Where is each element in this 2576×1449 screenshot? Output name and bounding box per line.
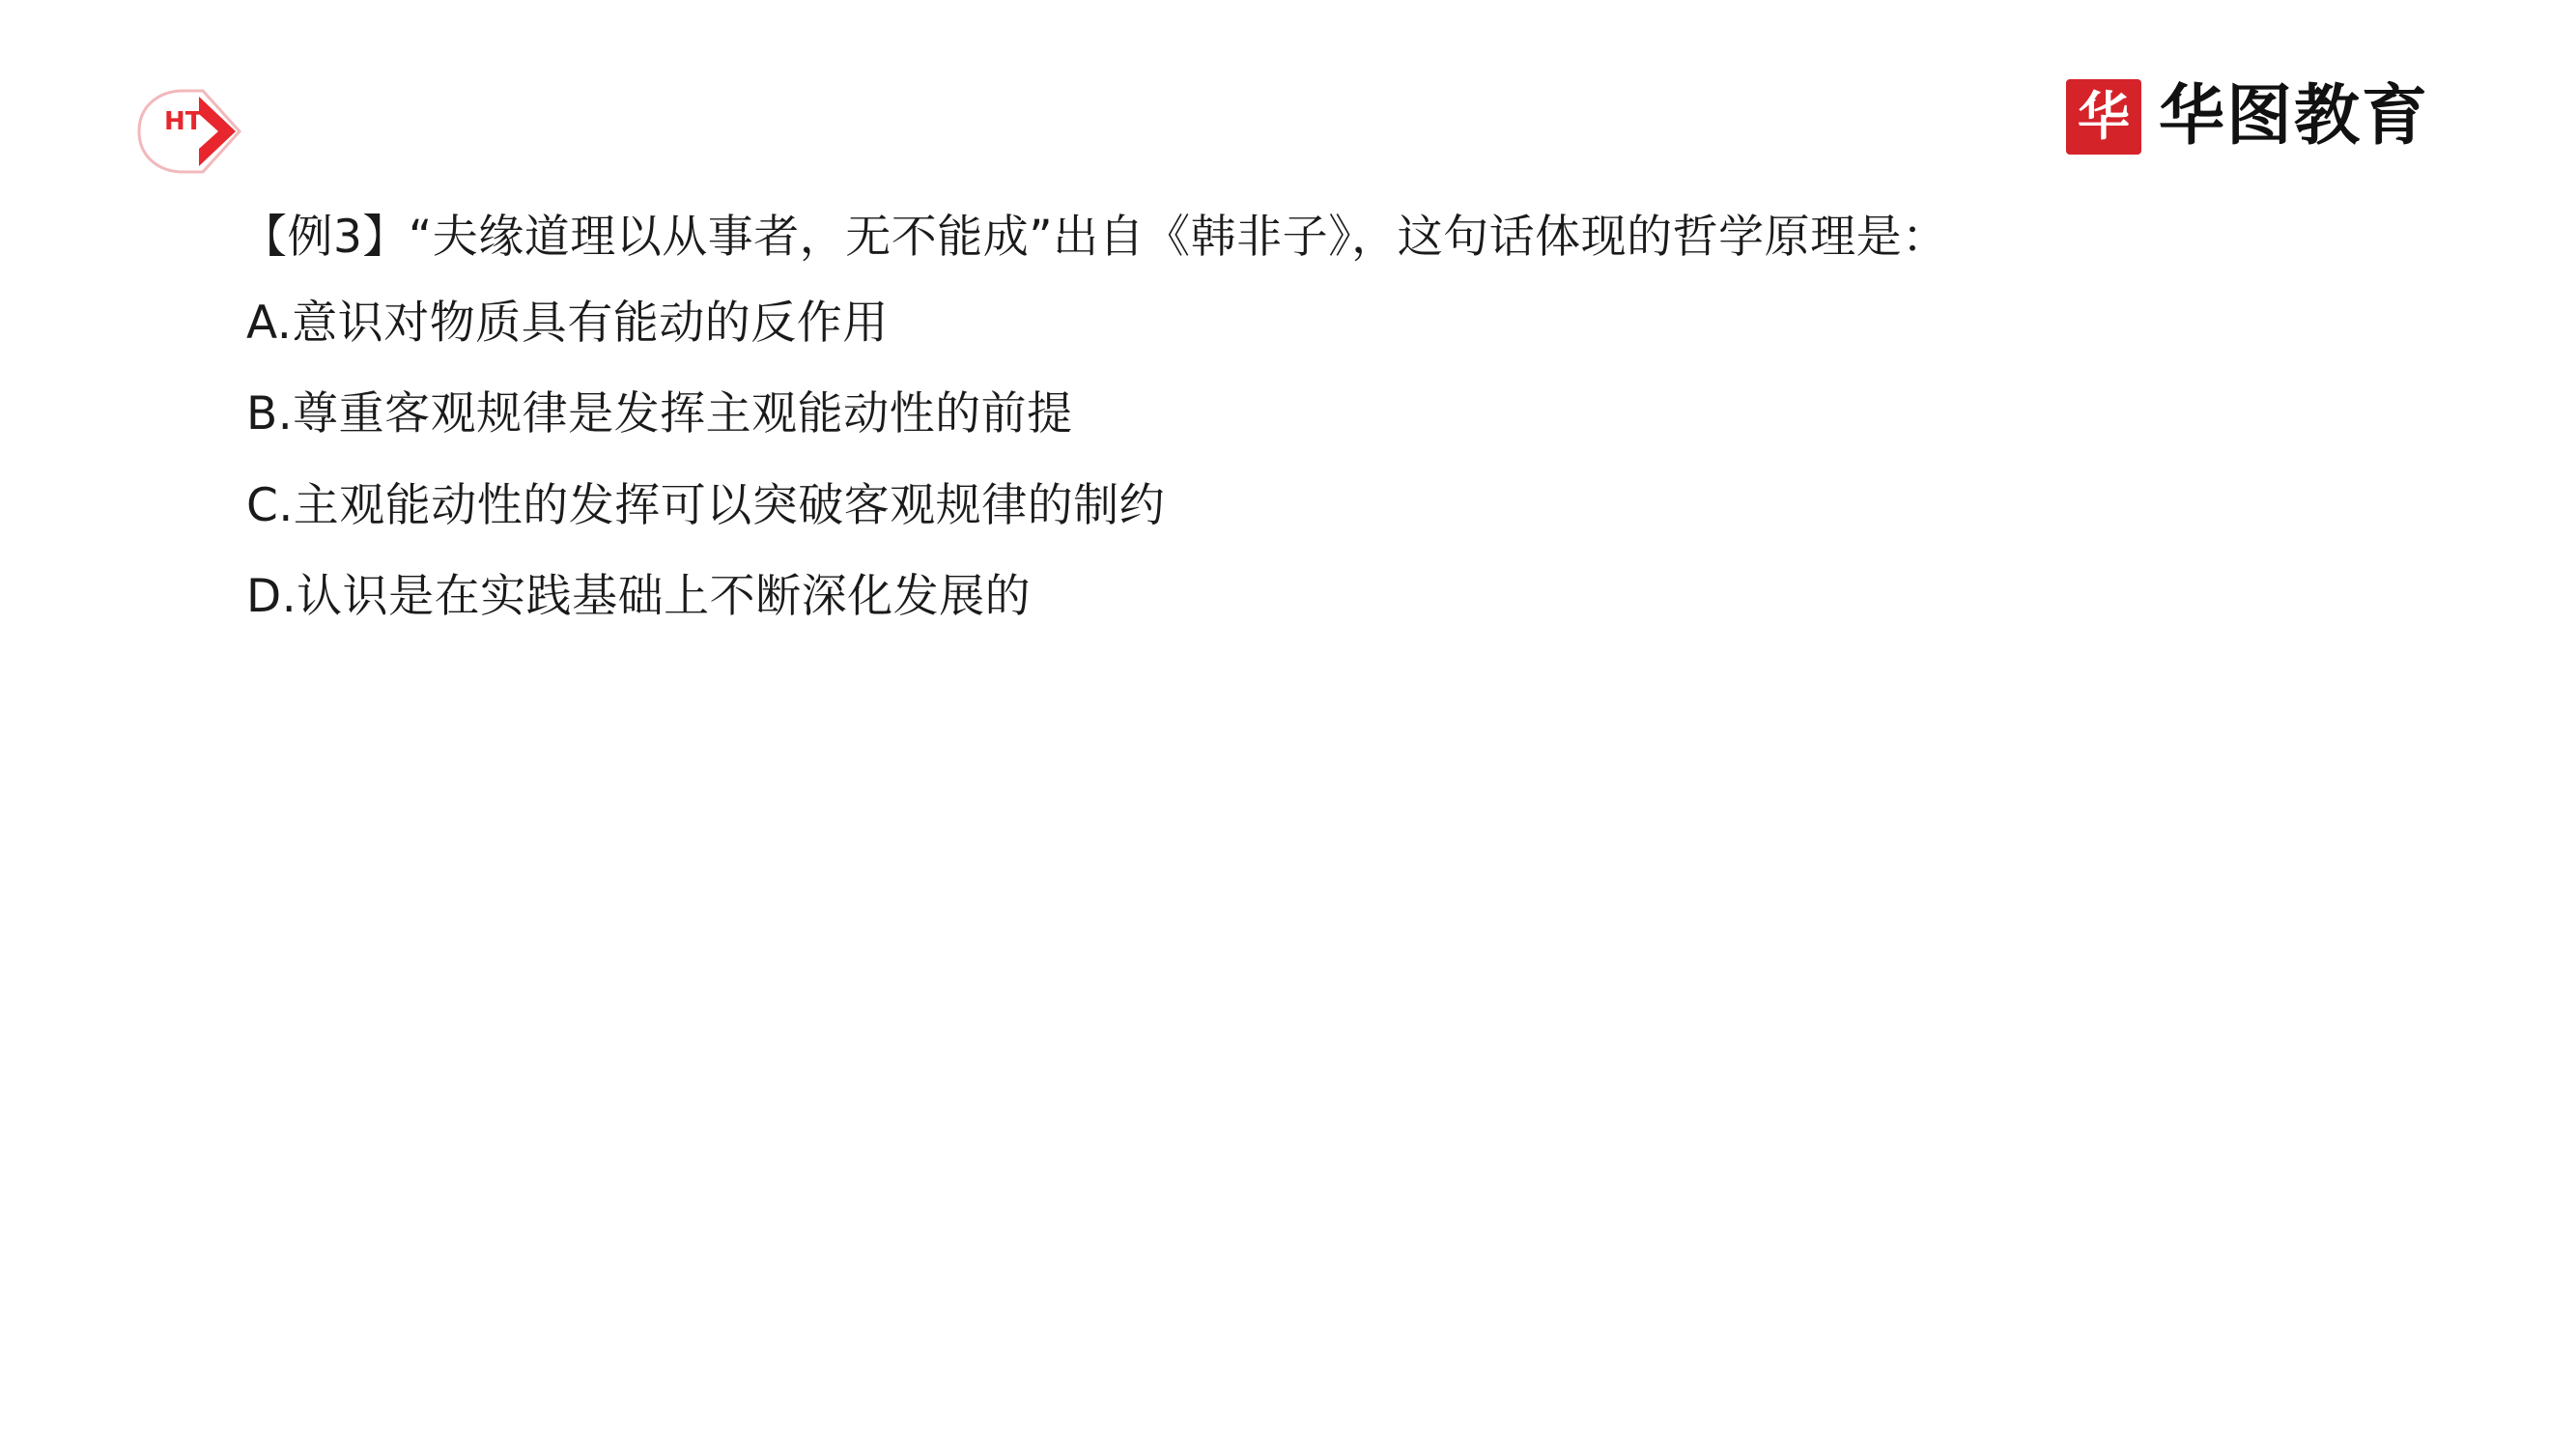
ht-arrow-logo-icon bbox=[135, 87, 256, 176]
option-d[interactable]: D.认识是在实践基础上不断深化发展的 bbox=[246, 570, 1032, 624]
option-c[interactable]: C.主观能动性的发挥可以突破客观规律的制约 bbox=[246, 478, 1166, 532]
options-list bbox=[241, 296, 2424, 624]
brand-mark-text: 华 bbox=[2077, 86, 2130, 147]
slide-content bbox=[241, 209, 2424, 624]
svg-text:HT: HT bbox=[164, 107, 203, 136]
brand-logo bbox=[2066, 79, 2429, 155]
huatu-square-mark-icon bbox=[2066, 79, 2141, 155]
option-a[interactable]: A.意识对物质具有能动的反作用 bbox=[246, 297, 889, 351]
slide-header bbox=[0, 0, 2576, 193]
brand-name: 华图教育 bbox=[2158, 78, 2429, 155]
option-b[interactable]: B.尊重客观规律是发挥主观能动性的前提 bbox=[246, 387, 1073, 441]
question-text: 【例3】“夫缘道理以从事者，无不能成”出自《韩非子》，这句话体现的哲学原理是： bbox=[241, 211, 1948, 264]
